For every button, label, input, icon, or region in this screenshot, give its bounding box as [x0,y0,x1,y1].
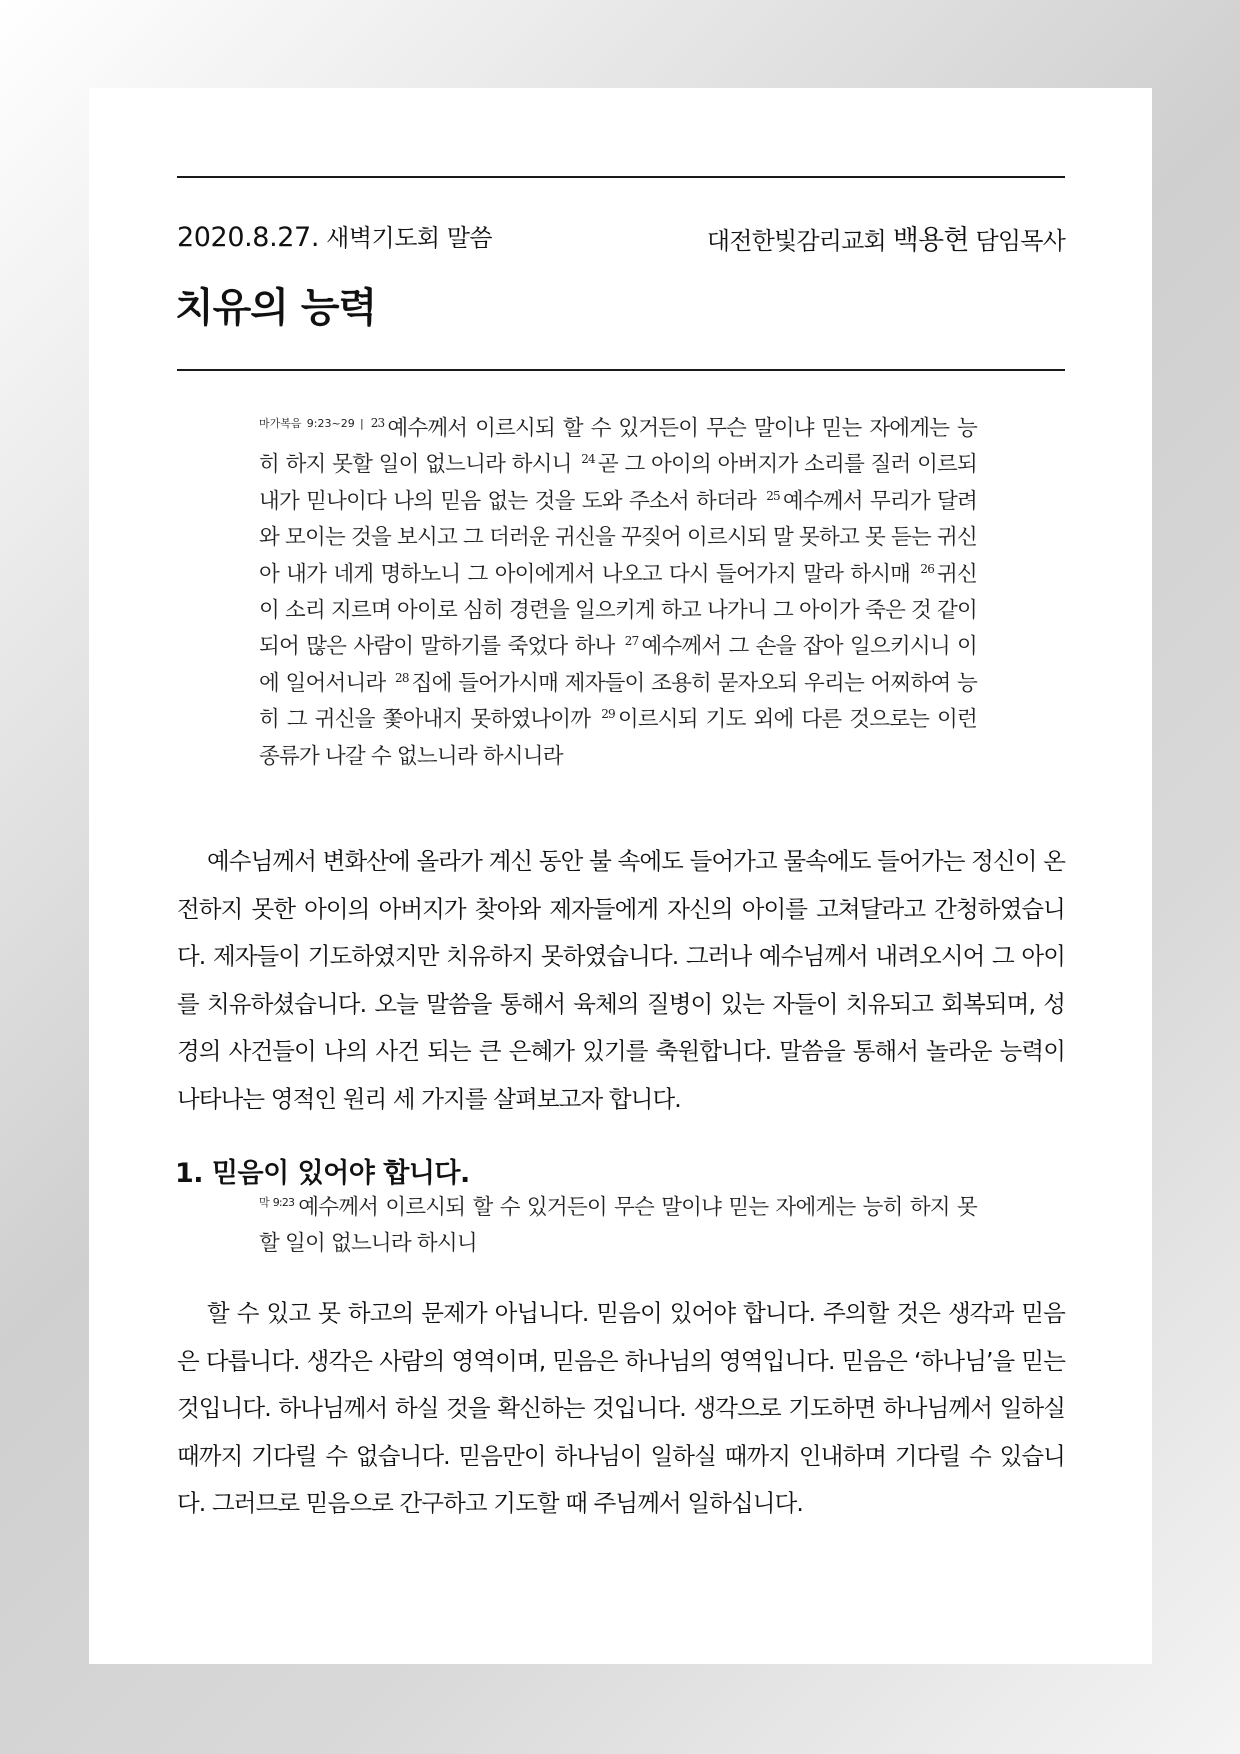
pastor-title: 담임목사 [975,227,1065,255]
sermon-date: 2020.8.27. [177,222,319,253]
scripture-verse: 9:23 [272,1196,295,1209]
scripture-book: 막 [259,1196,269,1209]
header-bottom-rule [177,369,1065,371]
verse-number: 29 [601,707,615,722]
header-top-rule [177,176,1065,178]
verse-text: 귀신이 소리 지르며 아이로 심히 경련을 일으키게 하고 나가니 그 아이가 죽은 것 같이 되어 많은 사람이 말하기를 죽었다 하나 [259,561,977,660]
verse-number: 23 [370,416,385,430]
pastor-name: 백용현 [892,225,969,256]
verse-text: 이르시되 기도 외에 다른 것으로는 이런 종류가 나갈 수 없느니라 하시니라 [259,707,977,769]
sermon-date-line [177,218,492,253]
verse-text: 예수께서 무리가 달려와 모이는 것을 보시고 그 더러운 귀신을 꾸짖어 이르시되 말 못하고 못 듣는 귀신아 내가 네게 명하노니 그 아이에게서 나오고 다시 들어가지 말라 하시매 [259,488,977,587]
sermon-title: 치유의 능력 [175,285,377,331]
service-name: 새벽기도회 말씀 [326,224,493,252]
verse-text: 곧 그 아이의 아버지가 소리를 질러 이르되 내가 믿나이다 나의 믿음 없는 것을 도와 주소서 하더라 [259,452,977,514]
verse-text: 예수께서 이르시되 할 수 있거든이 무슨 말이냐 믿는 자에게는 능히 하지 못할 일이 없느니라 하시니 [259,416,977,478]
verse-number: 28 [395,670,409,685]
verse-text: 예수께서 그 손을 잡아 일으키시니 이에 일어서니라 [259,634,977,696]
verse-number: 27 [624,634,639,649]
verse-text: 집에 들어가시매 제자들이 조용히 묻자오되 우리는 어찌하여 능히 그 귀신을 쫓아내지 못하였나이까 [259,670,977,733]
section-heading: 1. 믿음이 있어야 합니다. [175,1158,470,1189]
verse-number: 26 [920,561,935,576]
section-scripture-text: 예수께서 이르시되 할 수 있거든이 무슨 말이냐 믿는 자에게는 능히 하지 못할 일이 없느니라 하시니 [259,1195,977,1257]
scripture-reference: 마가복음 9:23~29 | [259,417,364,430]
verse-number: 25 [766,488,780,503]
intro-paragraph: 예수님께서 변화산에 올라가 계신 동안 불 속에도 들어가고 물속에도 들어가는 정신이 온전하지 못한 아이의 아버지가 찾아와 제자들에게 자신의 아이를 고쳐달라고 간청하였습니다. 제자들이 기도하였지만 치유하지 못하였습니다. 그러나 예수님께서 내려오시어 그 아이를 치유하셨습니다. 오늘 말씀을 통해서 육체의 질병이 있는 자들이 치유되고 회복되며, 성경의 사건들이 나의 사건 되는 큰 은혜가 있기를 축원합니다. 말씀을 통해서 놀라운 능력이 나타나는 영적인 원리 세 가지를 살펴보고자 합니다. [177,847,1065,1113]
section-paragraph: 할 수 있고 못 하고의 문제가 아닙니다. 믿음이 있어야 합니다. 주의할 것은 생각과 믿음은 다릅니다. 생각은 사람의 영역이며, 믿음은 하나님의 영역입니다. 믿음은 ‘하나님’을 믿는 것입니다. 하나님께서 하실 것을 확신하는 것입니다. 생각으로 기도하면 하나님께서 일하실 때까지 기다릴 수 없습니다. 믿음만이 하나님이 일하실 때까지 인내하며 기다릴 수 있습니다. 그러므로 믿음으로 간구하고 기도할 때 주님께서 일하십니다. [177,1299,1065,1517]
preacher-line [707,218,1065,257]
verse-number: 24 [581,452,595,467]
section-scripture-reference [259,1196,294,1209]
document-page [89,88,1152,1664]
scripture-passage [259,406,977,775]
section-scripture [259,1185,977,1263]
church-name: 대전한빛감리교회 [706,227,886,255]
